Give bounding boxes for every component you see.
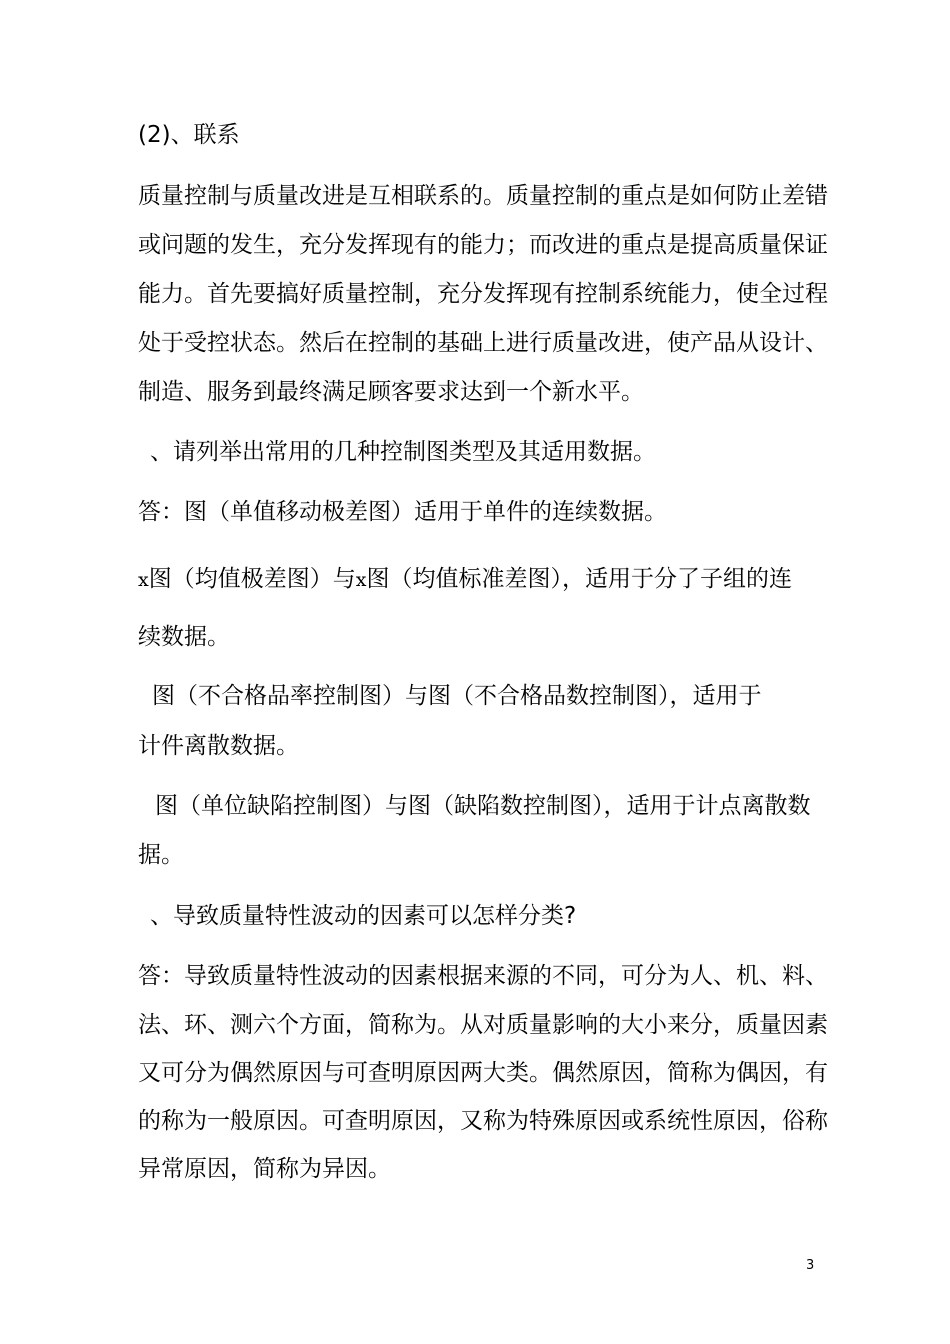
answer-1-text: 图（均值标准差图），适用于分了子组的连	[366, 566, 792, 592]
x-bar-symbol: x	[138, 569, 149, 591]
question-1: 、请列举出常用的几种控制图类型及其适用数据。	[150, 439, 656, 465]
answer-1-line: 计件离散数据。	[138, 733, 299, 759]
x-bar-symbol: x	[355, 569, 367, 591]
question-2: 、导致质量特性波动的因素可以怎样分类?	[150, 903, 577, 929]
section-heading: (2)、联系	[138, 122, 240, 148]
paragraph-line: 质量控制与质量改进是互相联系的。质量控制的重点是如何防止差错	[138, 183, 828, 209]
paragraph-line: 能力。首先要搞好质量控制，充分发挥现有控制系统能力，使全过程	[138, 281, 828, 307]
answer-2-line: 又可分为偶然原因与可查明原因两大类。偶然原因，简称为偶因，有	[138, 1060, 828, 1086]
answer-2-line: 答：导致质量特性波动的因素根据来源的不同，可分为人、机、料、	[138, 963, 828, 989]
answer-1-line: 答：图（单值移动极差图）适用于单件的连续数据。	[138, 499, 667, 525]
answer-2-line: 法、环、测六个方面，简称为。从对质量影响的大小来分，质量因素	[138, 1012, 828, 1038]
answer-2-line: 的称为一般原因。可查明原因，又称为特殊原因或系统性原因，俗称	[138, 1108, 828, 1134]
paragraph-line: 制造、服务到最终满足顾客要求达到一个新水平。	[138, 379, 644, 405]
page-number: 3	[806, 1258, 815, 1273]
paragraph-line: 或问题的发生，充分发挥现有的能力；而改进的重点是提高质量保证	[138, 232, 828, 258]
answer-2-line: 异常原因，简称为异因。	[138, 1156, 391, 1182]
answer-1-line: 续数据。	[138, 624, 230, 650]
answer-1-line: 据。	[138, 842, 184, 868]
answer-1-line: 图（不合格品率控制图）与图（不合格品数控制图），适用于	[152, 683, 762, 709]
answer-1-text: 图（均值极差图）与	[148, 566, 356, 592]
answer-1-line-xbar	[138, 564, 792, 595]
paragraph-line: 处于受控状态。然后在控制的基础上进行质量改进，使产品从设计、	[138, 330, 828, 356]
answer-1-line: 图（单位缺陷控制图）与图（缺陷数控制图），适用于计点离散数	[155, 793, 811, 819]
